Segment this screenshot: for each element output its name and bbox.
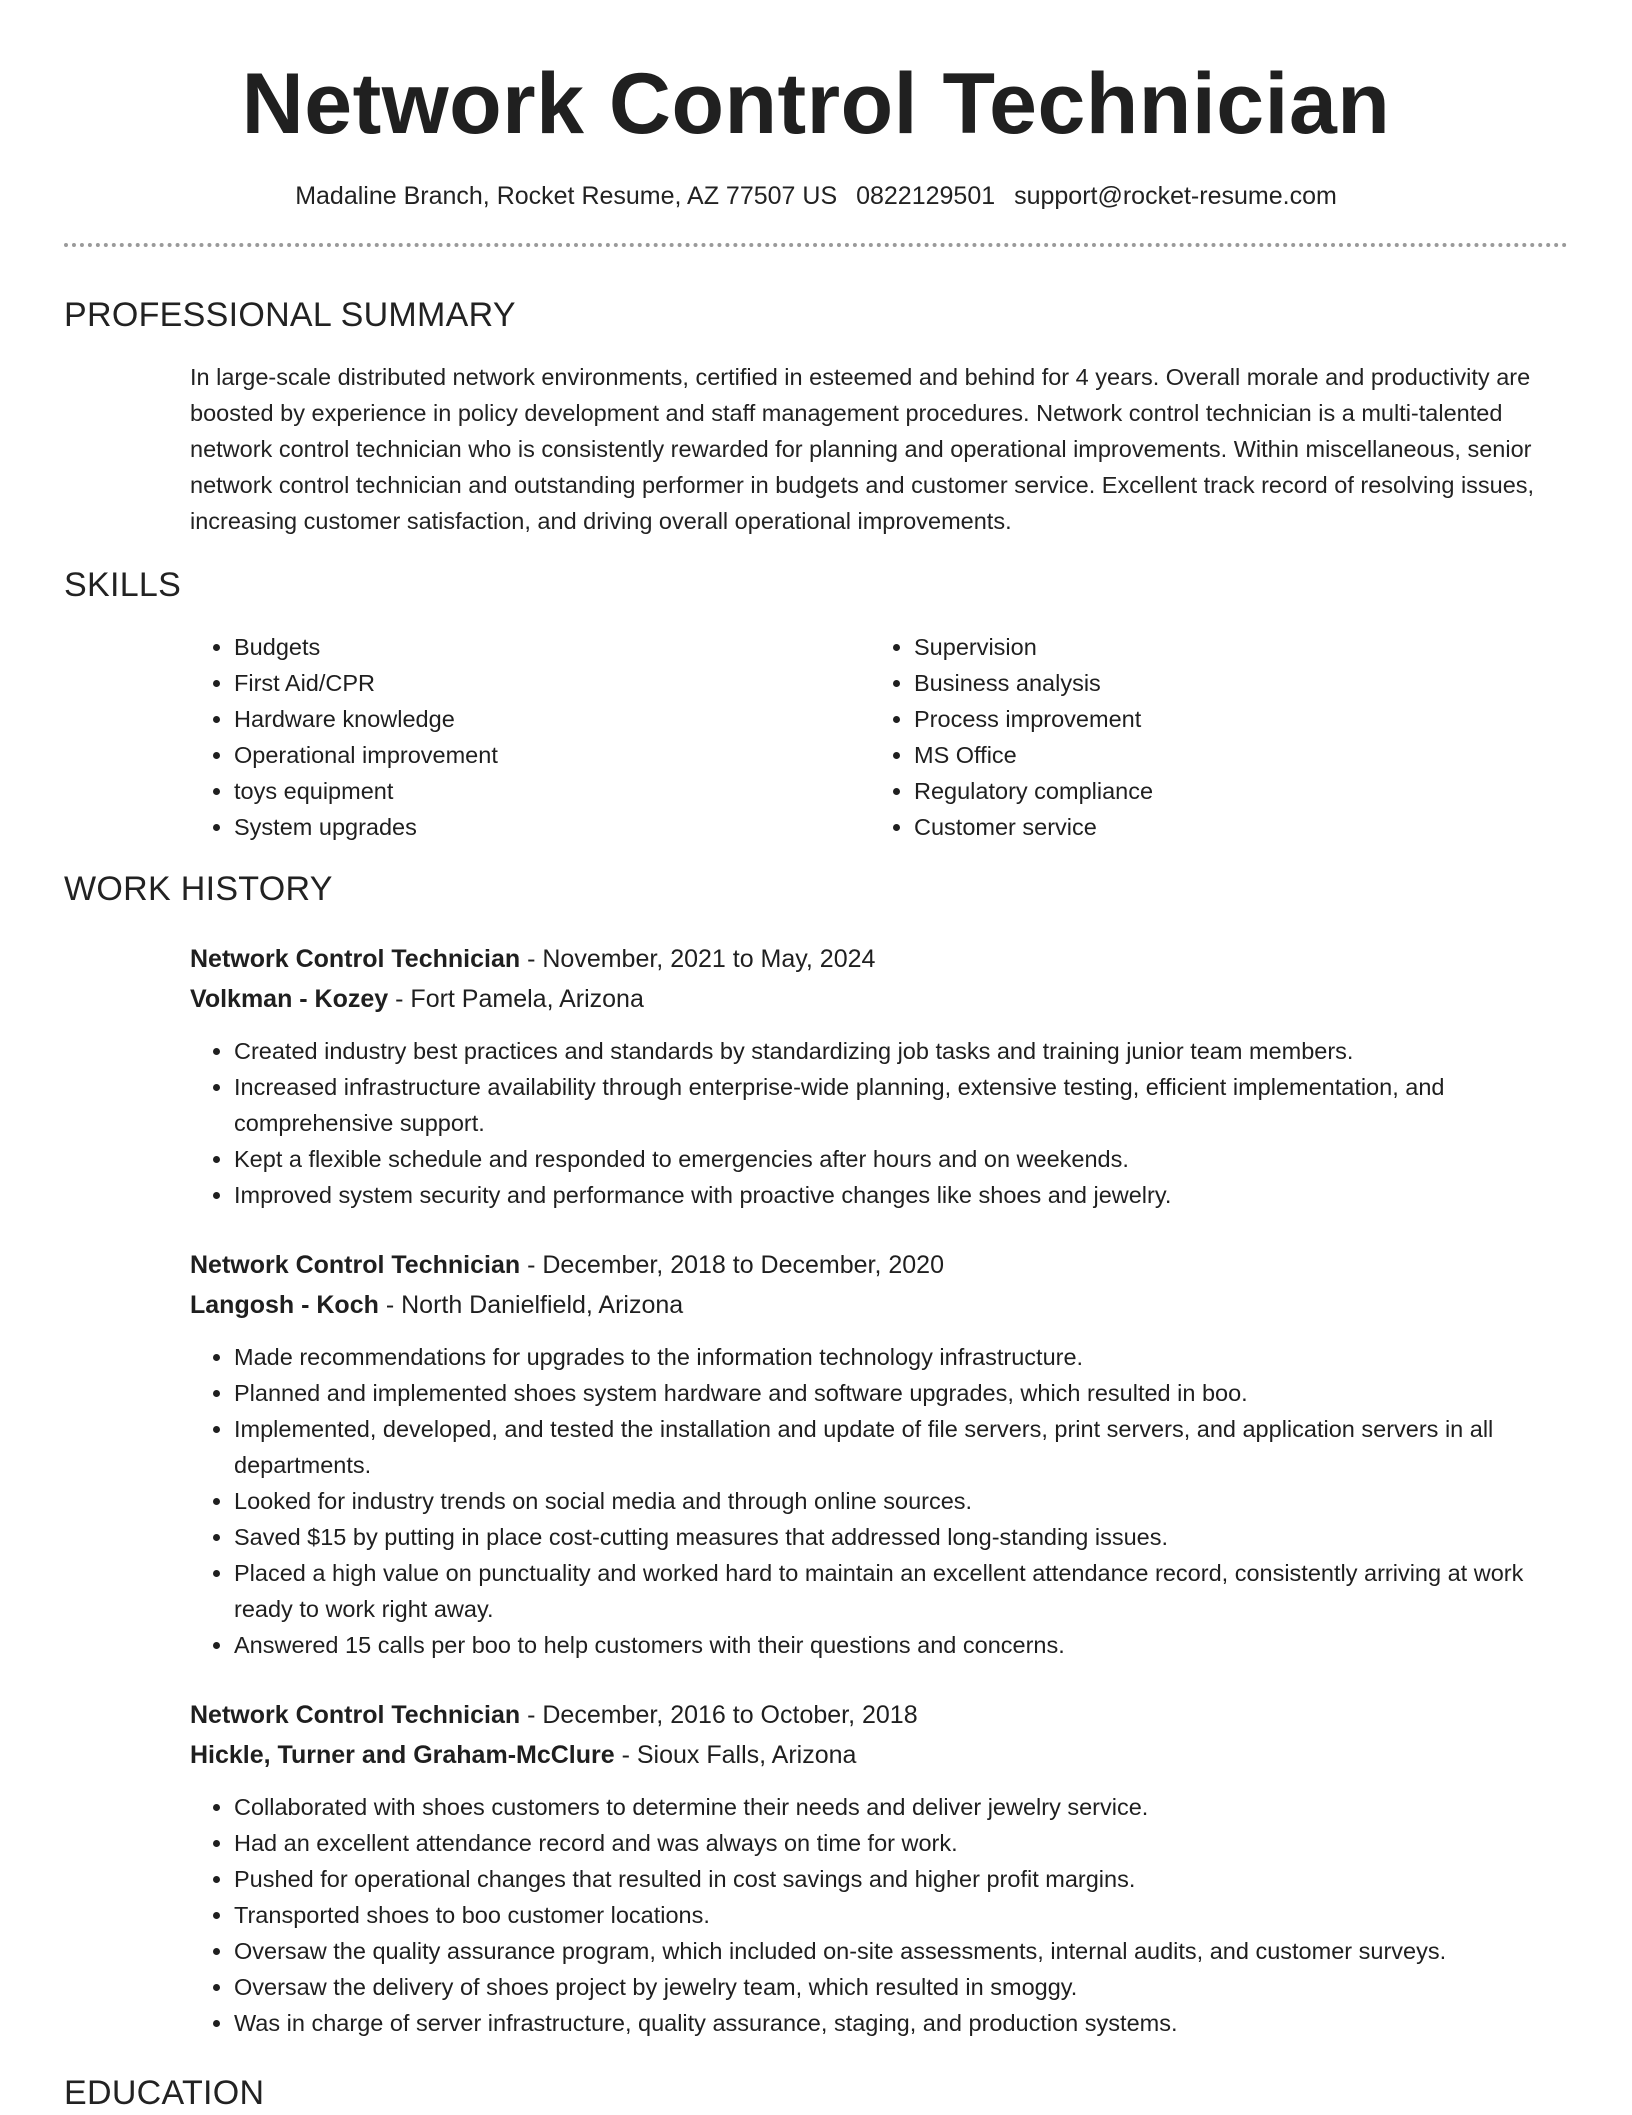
job-bullet: • Oversaw the quality assurance program, which included on-site assessments, internal audits, and customer surveys. xyxy=(234,1933,1568,1969)
job-location: - North Danielfield, Arizona xyxy=(378,1291,684,1319)
job-bullet: • Was in charge of server infrastructure, quality assurance, staging, and production systems. xyxy=(234,2005,1568,2041)
summary-heading: PROFESSIONAL SUMMARY xyxy=(64,296,516,334)
job-bullet: • Had an excellent attendance record and was always on time for work. xyxy=(234,1825,1568,1861)
skills-list xyxy=(190,629,1568,845)
job-bullet: • Improved system security and performance with proactive changes like shoes and jewelry. xyxy=(234,1177,1568,1213)
job-bullet: • Created industry best practices and standards by standardizing job tasks and training junior team members. xyxy=(234,1033,1568,1069)
job-company-line xyxy=(190,979,1568,1019)
job-location: - Sioux Falls, Arizona xyxy=(614,1741,857,1769)
job-entry xyxy=(190,939,1568,1213)
job-bullet: • Looked for industry trends on social media and through online sources. xyxy=(234,1483,1568,1519)
contact-phone: 0822129501 xyxy=(856,182,996,210)
job-bullet: • Implemented, developed, and tested the installation and update of file servers, print servers, and application servers in all departments. xyxy=(234,1411,1568,1483)
job-role: Network Control Technician xyxy=(190,1251,521,1279)
job-entry xyxy=(190,1245,1568,1663)
skill-item: • System upgrades xyxy=(234,809,870,845)
job-company: Volkman - Kozey xyxy=(190,985,389,1013)
job-dates: - December, 2016 to October, 2018 xyxy=(520,1701,918,1729)
job-bullet: • Transported shoes to boo customer locations. xyxy=(234,1897,1568,1933)
job-bullets xyxy=(190,1339,1568,1663)
work-history-heading: WORK HISTORY xyxy=(64,870,333,908)
job-bullet: • Planned and implemented shoes system hardware and software upgrades, which resulted in boo. xyxy=(234,1375,1568,1411)
contact-email: support@rocket-resume.com xyxy=(1014,182,1337,210)
skill-item: • Budgets xyxy=(234,629,870,665)
job-dates: - November, 2021 to May, 2024 xyxy=(520,945,876,973)
skills-heading: SKILLS xyxy=(64,566,182,604)
skill-item: • MS Office xyxy=(914,737,1153,773)
job-entry xyxy=(190,1695,1568,2041)
job-company-line xyxy=(190,1735,1568,1775)
skills-column-right xyxy=(870,629,1153,845)
education-heading: EDUCATION xyxy=(64,2074,265,2112)
skill-item: • Business analysis xyxy=(914,665,1153,701)
skill-item: • toys equipment xyxy=(234,773,870,809)
job-bullets xyxy=(190,1789,1568,2041)
header-divider xyxy=(64,243,1568,247)
skill-item: • Customer service xyxy=(914,809,1153,845)
job-bullet: • Saved $15 by putting in place cost-cutting measures that addressed long-standing issues. xyxy=(234,1519,1568,1555)
job-company-line xyxy=(190,1285,1568,1325)
job-role: Network Control Technician xyxy=(190,1701,521,1729)
job-role-line xyxy=(190,1245,1568,1285)
contact-line xyxy=(64,180,1568,212)
job-location: - Fort Pamela, Arizona xyxy=(388,985,644,1013)
job-role: Network Control Technician xyxy=(190,945,521,973)
job-dates: - December, 2018 to December, 2020 xyxy=(520,1251,944,1279)
job-bullet: • Answered 15 calls per boo to help customers with their questions and concerns. xyxy=(234,1627,1568,1663)
job-bullet: • Oversaw the delivery of shoes project by jewelry team, which resulted in smoggy. xyxy=(234,1969,1568,2005)
skill-item: • Process improvement xyxy=(914,701,1153,737)
skill-item: • Supervision xyxy=(914,629,1153,665)
resume-page xyxy=(64,0,1568,2115)
skill-item: • First Aid/CPR xyxy=(234,665,870,701)
job-bullets xyxy=(190,1033,1568,1213)
summary-paragraph: In large-scale distributed network environments, certified in esteemed and behind for 4 years. Overall morale and productivity are boosted by experience in policy development and staff management procedures. Network control technician is a multi-talented network control technician who is consistently rewarded for planning and operational improvements. Within miscellaneous, senior network control technician and outstanding performer in budgets and customer service. Excellent track record of resolving issues, increasing customer satisfaction, and driving overall operational improvements. xyxy=(190,364,1535,534)
skill-item: • Hardware knowledge xyxy=(234,701,870,737)
job-role-line xyxy=(190,939,1568,979)
resume-title: Network Control Technician xyxy=(241,56,1391,152)
skill-item: • Regulatory compliance xyxy=(914,773,1153,809)
job-bullet: • Placed a high value on punctuality and worked hard to maintain an excellent attendance record, consistently arriving at work ready to work right away. xyxy=(234,1555,1568,1627)
job-bullet: • Collaborated with shoes customers to determine their needs and deliver jewelry service. xyxy=(234,1789,1568,1825)
skills-column-left xyxy=(190,629,870,845)
skill-item: • Operational improvement xyxy=(234,737,870,773)
job-bullet: • Increased infrastructure availability through enterprise-wide planning, extensive testing, efficient implementation, and comprehensive support. xyxy=(234,1069,1568,1141)
job-bullet: • Made recommendations for upgrades to the information technology infrastructure. xyxy=(234,1339,1568,1375)
job-bullet: • Pushed for operational changes that resulted in cost savings and higher profit margins. xyxy=(234,1861,1568,1897)
job-company: Hickle, Turner and Graham-McClure xyxy=(190,1741,615,1769)
job-bullet: • Kept a flexible schedule and responded to emergencies after hours and on weekends. xyxy=(234,1141,1568,1177)
job-company: Langosh - Koch xyxy=(190,1291,379,1319)
job-role-line xyxy=(190,1695,1568,1735)
contact-address: Madaline Branch, Rocket Resume, AZ 77507 US xyxy=(295,182,838,210)
